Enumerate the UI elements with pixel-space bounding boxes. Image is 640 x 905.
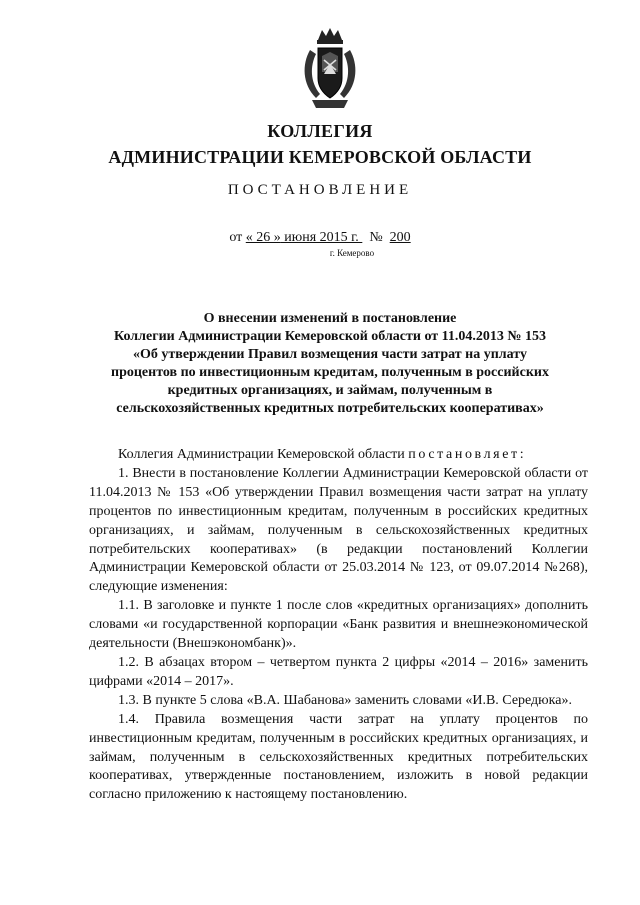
- org-title-line1: КОЛЛЕГИЯ: [267, 121, 373, 141]
- intro-resolves: постановляет:: [408, 447, 527, 462]
- paragraph-1-3: 1.3. В пункте 5 слова «В.А. Шабанова» заменить словами «И.В. Середюка».: [118, 692, 572, 708]
- paragraph-1-1: 1.1. В заголовке и пункте 1 после слов «кредитных организациях» дополнить словами «и государственной корпорации «Банк развития и внешнеэкономической деятельности (Внешэкономбанк)».: [89, 598, 588, 652]
- subject-line: Коллегии Администрации Кемеровской области от 11.04.2013 № 153: [114, 329, 546, 344]
- subject-line: О внесении изменений в постановление: [203, 311, 457, 326]
- subject-line: кредитных организациях, и займам, полученным в: [167, 383, 493, 398]
- number-sign: №: [369, 230, 383, 245]
- org-title-line2: АДМИНИСТРАЦИИ КЕМЕРОВСКОЙ ОБЛАСТИ: [108, 147, 532, 167]
- date-day: « 26 »: [245, 230, 281, 245]
- city: г. Кемерово: [329, 248, 375, 258]
- document-body: [89, 446, 588, 805]
- date-month-year: июня 2015 г.: [280, 230, 363, 245]
- subject-line: процентов по инвестиционным кредитам, полученным в российских: [111, 365, 549, 380]
- paragraph-1-4: 1.4. Правила возмещения части затрат на уплату процентов по инвестиционным кредитам, полученным в российских кредитных организациях, и займам, полученным в сельскохозяйственных кредитных потребительских кооперативах, утвержденные постановлением, изложить в новой редакции согласно приложению к настоящему постановлению.: [89, 711, 588, 803]
- document-number: 200: [389, 230, 411, 245]
- paragraph-1-2: 1.2. В абзацах втором – четвертом пункта 2 цифры «2014 – 2016» заменить цифрами «2014 – 2017».: [89, 654, 588, 689]
- intro-text: Коллегия Администрации Кемеровской области: [118, 447, 409, 462]
- date-prefix: от: [229, 230, 243, 245]
- intro-paragraph: [89, 446, 588, 465]
- paragraph-1: 1. Внести в постановление Коллегии Администрации Кемеровской области от 11.04.2013 № 153 «Об утверждении Правил возмещения части затрат на уплату процентов по инвестиционным кредитам, полученным в российских кредитных организациях, и займам, полученным в сельскохозяйственных кредитных потребительских кооперативах» (в редакции постановлений Коллегии Администрации Кемеровской области от 25.03.2014 № 123, от 09.07.2014 №268), следующие изменения:: [89, 465, 588, 595]
- subject-line: «Об утверждении Правил возмещения части затрат на уплату: [133, 347, 527, 362]
- coat-of-arms-icon: [298, 26, 362, 112]
- document-type: ПОСТАНОВЛЕНИЕ: [227, 182, 413, 198]
- document-subject: [92, 310, 568, 418]
- date-number-line: [0, 230, 640, 246]
- subject-line: сельскохозяйственных кредитных потребительских кооперативах»: [116, 401, 544, 416]
